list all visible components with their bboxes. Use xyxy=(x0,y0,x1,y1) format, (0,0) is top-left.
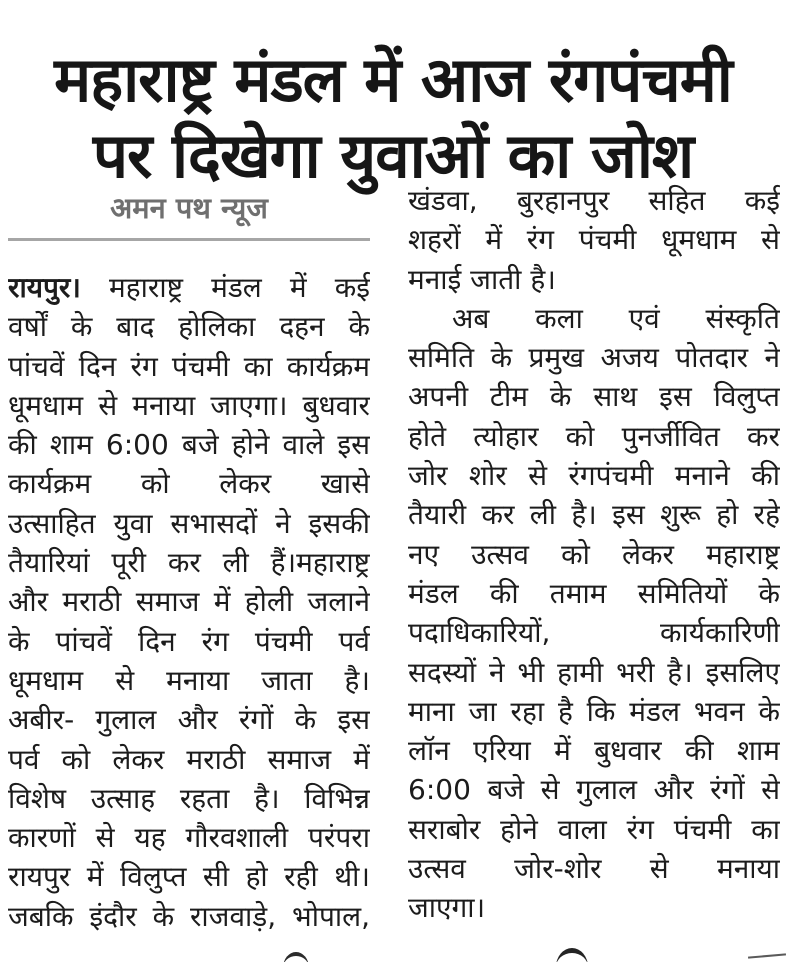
article-line: और मराठी समाज में होली जलाने xyxy=(8,585,370,619)
byline-divider xyxy=(8,238,370,241)
article-line: सदस्यों ने भी हामी भरी है। इसलिए xyxy=(408,655,780,689)
article-line: अब कला एवं संस्कृति xyxy=(452,301,780,335)
article-line: विशेष उत्साह रहता है। विभिन्न xyxy=(8,781,370,815)
article-line xyxy=(8,268,370,307)
article-line: सराबोर होने वाला रंग पंचमी का xyxy=(408,812,780,846)
article-left-column xyxy=(8,183,370,936)
article-line: उत्साहित युवा सभासदों ने इसकी xyxy=(8,506,370,540)
article-line: नए उत्सव को लेकर महाराष्ट्र xyxy=(408,537,780,571)
article-line: लॉन एरिया में बुधवार की शाम xyxy=(408,734,780,768)
article-line: की शाम 6:00 बजे होने वाले इस xyxy=(8,428,370,462)
byline: अमन पथ न्यूज xyxy=(110,191,268,225)
left-column-text xyxy=(8,268,370,936)
article-right-column xyxy=(408,181,780,928)
cutoff-text-fragment xyxy=(556,948,588,962)
article-line: मंडल की तमाम समितियों के xyxy=(408,576,780,610)
article-line: पदाधिकारियों, कार्यकारिणी xyxy=(408,616,780,650)
article-line: तैयारी कर ली है। इस शुरू हो रहे xyxy=(408,498,780,532)
article-line: रायपुर में विलुप्त सी हो रही थी। xyxy=(8,860,370,894)
article-headline xyxy=(0,42,786,194)
article-line: कार्यक्रम को लेकर खासे xyxy=(8,467,370,501)
article-line: जोर शोर से रंगपंचमी मनाने की xyxy=(408,459,780,493)
article-line: जबकि इंदौर के राजवाड़े, भोपाल, xyxy=(8,899,370,933)
dateline: रायपुर। xyxy=(8,271,81,304)
article-line: धूमधाम से मनाया जाएगा। बुधवार xyxy=(8,388,370,422)
article-line: अबीर- गुलाल और रंगों के इस xyxy=(8,703,370,737)
article-line: मनाई जाती है। xyxy=(408,262,556,296)
article-line: माना जा रहा है कि मंडल भवन के xyxy=(408,694,780,728)
article-line: होते त्योहार को पुनर्जीवित कर xyxy=(408,419,780,453)
article-line: उत्सव जोर-शोर से मनाया xyxy=(408,852,780,886)
headline-line-2: पर दिखेगा युवाओं का जोश xyxy=(92,118,694,192)
article-line: जाएगा। xyxy=(408,891,486,925)
article-line: 6:00 बजे से गुलाल और रंगों से xyxy=(408,773,780,807)
article-line-text: महाराष्ट्र मंडल में कई xyxy=(109,271,370,304)
article-line: खंडवा, बुरहानपुर सहित कई xyxy=(408,184,780,217)
article-line: पांचवें दिन रंग पंचमी का कार्यक्रम xyxy=(8,349,370,383)
article-line: समिति के प्रमुख अजय पोतदार ने xyxy=(408,341,780,375)
cutoff-text-fragment xyxy=(283,952,309,962)
headline-line-1: महाराष्ट्र मंडल में आज रंगपंचमी xyxy=(54,42,732,116)
article-line: पर्व को लेकर मराठी समाज में xyxy=(8,742,370,776)
article-line: तैयारियां पूरी कर ली हैं।महाराष्ट्र xyxy=(8,546,370,580)
article-line: वर्षों के बाद होलिका दहन के xyxy=(8,310,370,344)
article-line: शहरों में रंग पंचमी धूमधाम से xyxy=(408,223,780,257)
cutoff-text-fragment xyxy=(748,953,786,958)
article-line: के पांचवें दिन रंग पंचमी पर्व xyxy=(8,624,370,658)
article-line: अपनी टीम के साथ इस विलुप्त xyxy=(408,380,780,414)
article-line: धूमधाम से मनाया जाता है। xyxy=(8,663,370,697)
article-line: कारणों से यह गौरवशाली परंपरा xyxy=(8,821,370,855)
